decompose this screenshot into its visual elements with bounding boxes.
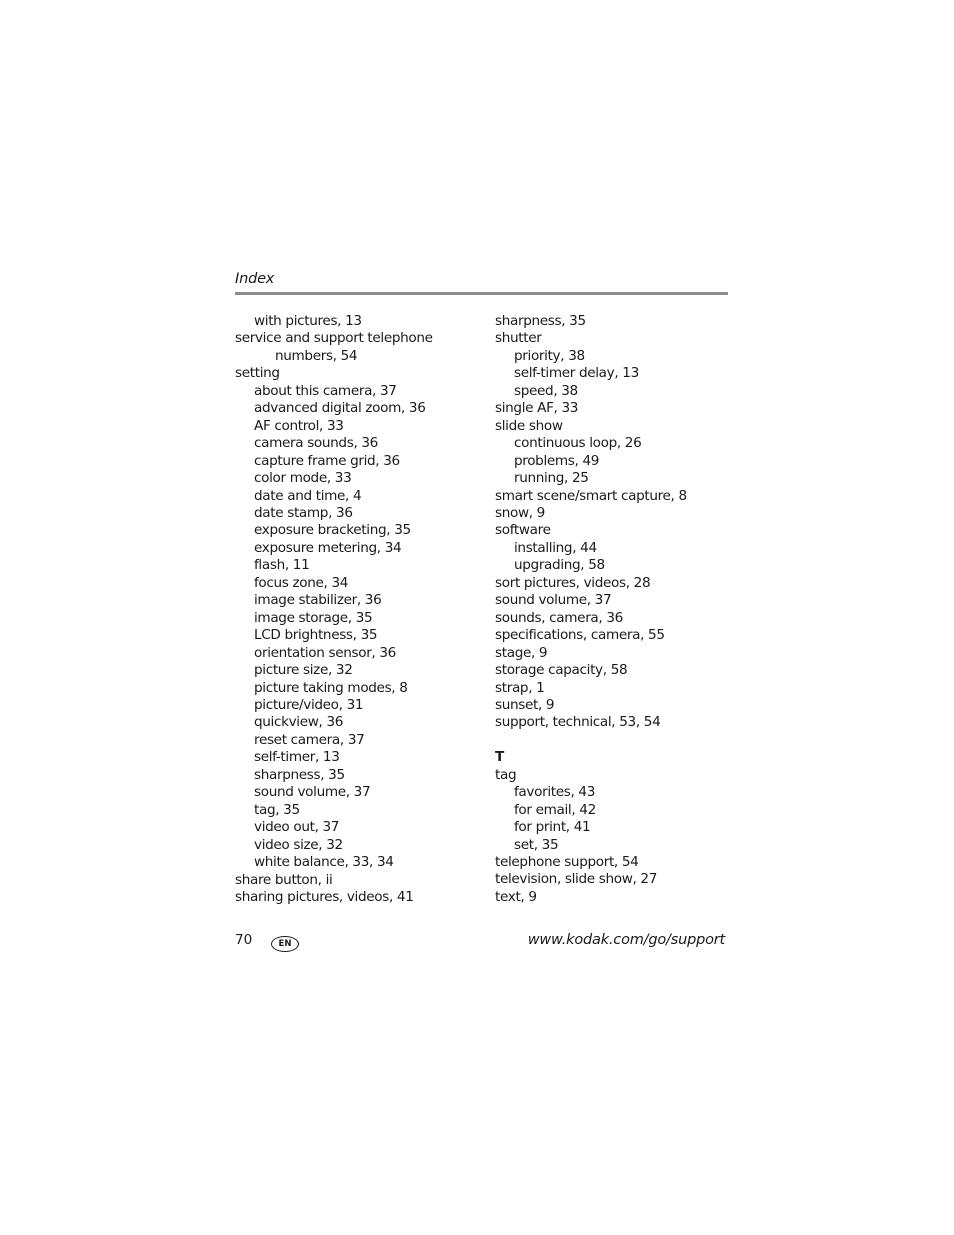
index-subentry: capture frame grid, 36 (254, 452, 400, 469)
index-subentry: color mode, 33 (254, 470, 352, 487)
index-entry: sound volume, 37 (495, 592, 612, 609)
index-subentry: date stamp, 36 (254, 504, 353, 521)
index-subentry: focus zone, 34 (254, 574, 349, 591)
index-entry: service and support telephone (235, 330, 433, 347)
page-number: 70 (235, 932, 253, 948)
index-subentry: advanced digital zoom, 36 (254, 400, 426, 417)
index-entry: sharpness, 35 (495, 313, 586, 329)
index-entry: sort pictures, videos, 28 (495, 574, 651, 591)
index-entry: slide show (495, 417, 563, 434)
index-subentry: favorites, 43 (514, 784, 596, 801)
index-subentry: about this camera, 37 (254, 382, 397, 399)
index-subentry: AF control, 33 (254, 417, 344, 434)
index-subentry: date and time, 4 (254, 487, 362, 504)
index-subentry: priority, 38 (514, 347, 585, 364)
index-column-left (235, 313, 485, 906)
index-subentry: quickview, 36 (254, 714, 344, 731)
index-subentry: self-timer delay, 13 (514, 365, 639, 382)
index-subentry: orientation sensor, 36 (254, 644, 396, 661)
index-subentry: sharpness, 35 (254, 766, 345, 783)
index-subentry: running, 25 (514, 470, 589, 487)
index-entry: shutter (495, 330, 542, 347)
index-letter-heading: T (495, 749, 505, 766)
index-entry: tag (495, 766, 517, 783)
index-entry: software (495, 522, 551, 539)
index-entry: specifications, camera, 55 (495, 627, 665, 644)
index-entry: numbers, 54 (275, 347, 358, 364)
index-entry: sharing pictures, videos, 41 (235, 888, 414, 905)
index-entry: support, technical, 53, 54 (495, 714, 661, 731)
index-subentry: video size, 32 (254, 836, 343, 853)
index-subentry: picture size, 32 (254, 662, 353, 679)
index-subentry: flash, 11 (254, 557, 310, 574)
index-column-right (495, 313, 745, 906)
header-rule (235, 292, 728, 295)
index-entry: television, slide show, 27 (495, 871, 658, 888)
index-entry: share button, ii (235, 871, 333, 888)
index-entry: sounds, camera, 36 (495, 609, 623, 626)
index-entry: telephone support, 54 (495, 854, 639, 871)
index-subentry: exposure bracketing, 35 (254, 522, 411, 539)
index-entry: smart scene/smart capture, 8 (495, 487, 687, 504)
index-entry: setting (235, 365, 280, 382)
index-subentry: image storage, 35 (254, 609, 373, 626)
index-subentry: exposure metering, 34 (254, 539, 402, 556)
index-entry: snow, 9 (495, 504, 545, 521)
index-subentry: picture taking modes, 8 (254, 679, 408, 696)
index-subentry: image stabilizer, 36 (254, 592, 382, 609)
index-subentry: with pictures, 13 (254, 313, 362, 329)
index-subentry: set, 35 (514, 836, 559, 853)
index-entry: single AF, 33 (495, 400, 579, 417)
index-subentry: tag, 35 (254, 801, 300, 818)
index-entry: sunset, 9 (495, 696, 555, 713)
index-subentry: installing, 44 (514, 539, 597, 556)
index-entry: storage capacity, 58 (495, 662, 628, 679)
index-subentry: problems, 49 (514, 452, 600, 469)
index-subentry: camera sounds, 36 (254, 435, 378, 452)
index-subentry: video out, 37 (254, 819, 340, 836)
index-subentry: continuous loop, 26 (514, 435, 642, 452)
index-subentry: upgrading, 58 (514, 557, 605, 574)
index-entry: strap, 1 (495, 679, 545, 696)
index-subentry: for print, 41 (514, 819, 591, 836)
index-subentry: reset camera, 37 (254, 731, 365, 748)
index-spacer (495, 732, 745, 749)
index-subentry: for email, 42 (514, 801, 596, 818)
index-entry: text, 9 (495, 888, 537, 905)
running-head-title: Index (235, 271, 275, 287)
index-subentry: white balance, 33, 34 (254, 854, 394, 871)
index-entry: stage, 9 (495, 644, 548, 661)
index-subentry: LCD brightness, 35 (254, 627, 378, 644)
support-url: www.kodak.com/go/support (527, 932, 725, 948)
index-subentry: self-timer, 13 (254, 749, 340, 766)
language-badge-icon: EN (271, 936, 299, 952)
index-subentry: speed, 38 (514, 382, 578, 399)
index-subentry: picture/video, 31 (254, 696, 364, 713)
index-subentry: sound volume, 37 (254, 784, 371, 801)
